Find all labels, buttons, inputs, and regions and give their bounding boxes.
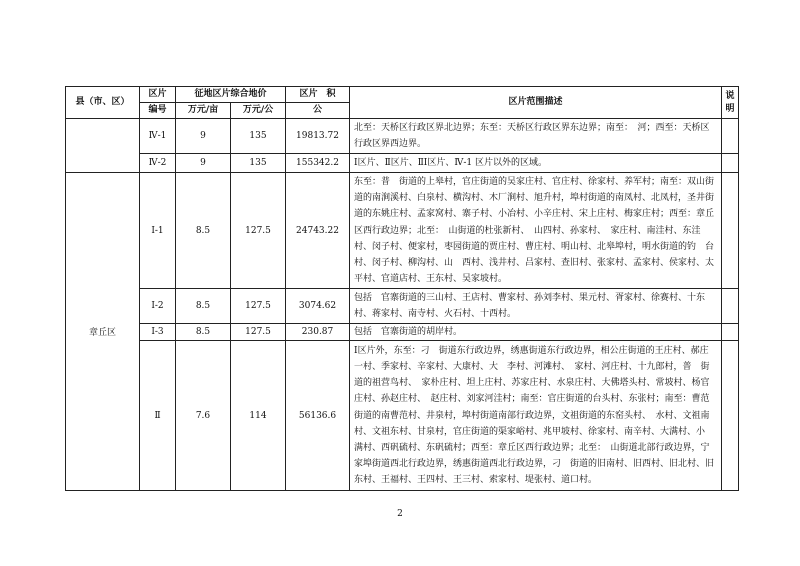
- header-description: 区片范围描述: [350, 87, 722, 119]
- table-row: [66, 288, 739, 323]
- zone-area: 56136.6: [286, 341, 350, 491]
- header-county: 县（市、区）: [66, 87, 140, 119]
- header-area-1: 区片 积: [286, 87, 350, 103]
- zone-note: [722, 324, 739, 341]
- header-price-group: 征地区片综合地价: [176, 87, 286, 103]
- table-row: [66, 154, 739, 173]
- zone-description: 东至：普 街道的上皋村，官庄街道的吴家庄村、官庄村、徐家村、养军村；南至：双山街道的南涧溪村、白泉村、横沟村、木厂涧村、旭升村，埠村街道的南凤村、北凤村，圣井街道的东姚庄村、孟家窝村、寨子村、小冶村、小辛庄村、宋上庄村、梅家庄村；西至：章丘区西行政边界；北至： 山街道的杜张新村、 山四村、孙家村、 家庄村、南洼村、东洼村、闵子村、便家村，枣园街道的贾庄村、曹庄村、明山村、北皋埠村，明水街道的钓 台村、闵子村、柳沟村、山 西村、浅井村、吕家村、查旧村、张家村、孟家村、侯家村、太平村、官道店村、王东村、吴家坡村。: [350, 173, 722, 289]
- price-mu: 8.5: [176, 288, 231, 323]
- price-gong: 135: [231, 119, 286, 154]
- price-gong: 127.5: [231, 173, 286, 289]
- header-price-gong: 万元/公: [231, 103, 286, 119]
- table-row: [66, 119, 739, 154]
- header-note: 说明: [722, 87, 739, 119]
- table-row: [66, 324, 739, 341]
- zone-note: [722, 119, 739, 154]
- zone-area: 155342.2: [286, 154, 350, 173]
- price-mu: 8.5: [176, 324, 231, 341]
- price-gong: 127.5: [231, 288, 286, 323]
- zone-id: Ⅰ-1: [140, 173, 176, 289]
- zone-area: 24743.22: [286, 173, 350, 289]
- zone-area: 3074.62: [286, 288, 350, 323]
- price-mu: 9: [176, 154, 231, 173]
- zone-description: Ⅰ区片、Ⅱ区片、ⅡⅠ区片、Ⅳ-1 区片以外的区域。: [350, 154, 722, 173]
- zone-description: 包括 官寨街道的三山村、王店村、曹家村、孙刘李村、果元村、胥家村、徐赛村、十东村、蒋家村、南寺村、火石村、十西村。: [350, 288, 722, 323]
- price-gong: 127.5: [231, 324, 286, 341]
- zone-description: 包括 官寨街道的胡岸村。: [350, 324, 722, 341]
- county-name: 章丘区: [66, 173, 140, 491]
- zone-description: 北至：天桥区行政区界北边界；东至：天桥区行政区界东边界；南至： 河；西至：天桥区行政区界西边界。: [350, 119, 722, 154]
- price-mu: 9: [176, 119, 231, 154]
- zone-id: Ⅰ-2: [140, 288, 176, 323]
- header-zone: 区片: [140, 87, 176, 103]
- zone-id: Ⅳ-1: [140, 119, 176, 154]
- price-mu: 7.6: [176, 341, 231, 491]
- table-row: [66, 173, 739, 289]
- county-cell-empty: [66, 119, 140, 173]
- zone-note: [722, 154, 739, 173]
- price-mu: 8.5: [176, 173, 231, 289]
- zone-description: Ⅰ区片外，东至：刁 街道东行政边界，绣惠街道东行政边界，相公庄街道的王庄村、郝庄一村、季家村、辛家村、大康村、大 李村、河滩村、 家村、河庄村、十九郎村，普 街道的祖营鸟村、 家朴庄村、坦上庄村、苏家庄村、水泉庄村、大佛塔头村、常坡村、杨官庄村、孙赵庄村、 赵庄村、刘家河洼村；南至：官庄街道的台头村、东张村；南至：曹范街道的南曹范村、井泉村，埠村街道南部行政边界，文祖街道的东窑头村、 水村、文祖南村、文祖东村、甘泉村，官庄街道的渠家峪村、兆甲坡村、徐家村、南辛村、大满村、小 满村、西矾硫村、东矾硫村；西至：章丘区西行政边界；北至： 山街道北部行政边界，宁家埠街道西北行政边界，绣惠街道西北行政边界，刁 街道的旧南村、旧西村、旧北村、旧东村、王福村、王四村、王三村、索家村、堤张村、道口村。: [350, 341, 722, 491]
- price-gong: 114: [231, 341, 286, 491]
- zone-id: Ⅳ-2: [140, 154, 176, 173]
- zone-id: Ⅱ: [140, 341, 176, 491]
- zone-note: [722, 288, 739, 323]
- zone-area: 19813.72: [286, 119, 350, 154]
- zone-note: [722, 173, 739, 289]
- land-price-table: [65, 86, 739, 491]
- zone-note: [722, 341, 739, 491]
- price-gong: 135: [231, 154, 286, 173]
- zone-area: 230.87: [286, 324, 350, 341]
- page-number: 2: [397, 509, 403, 519]
- header-area-2: 公: [286, 103, 350, 119]
- zone-id: Ⅰ-3: [140, 324, 176, 341]
- header-zone-no: 编号: [140, 103, 176, 119]
- table-row: [66, 341, 739, 491]
- header-price-mu: 万元/亩: [176, 103, 231, 119]
